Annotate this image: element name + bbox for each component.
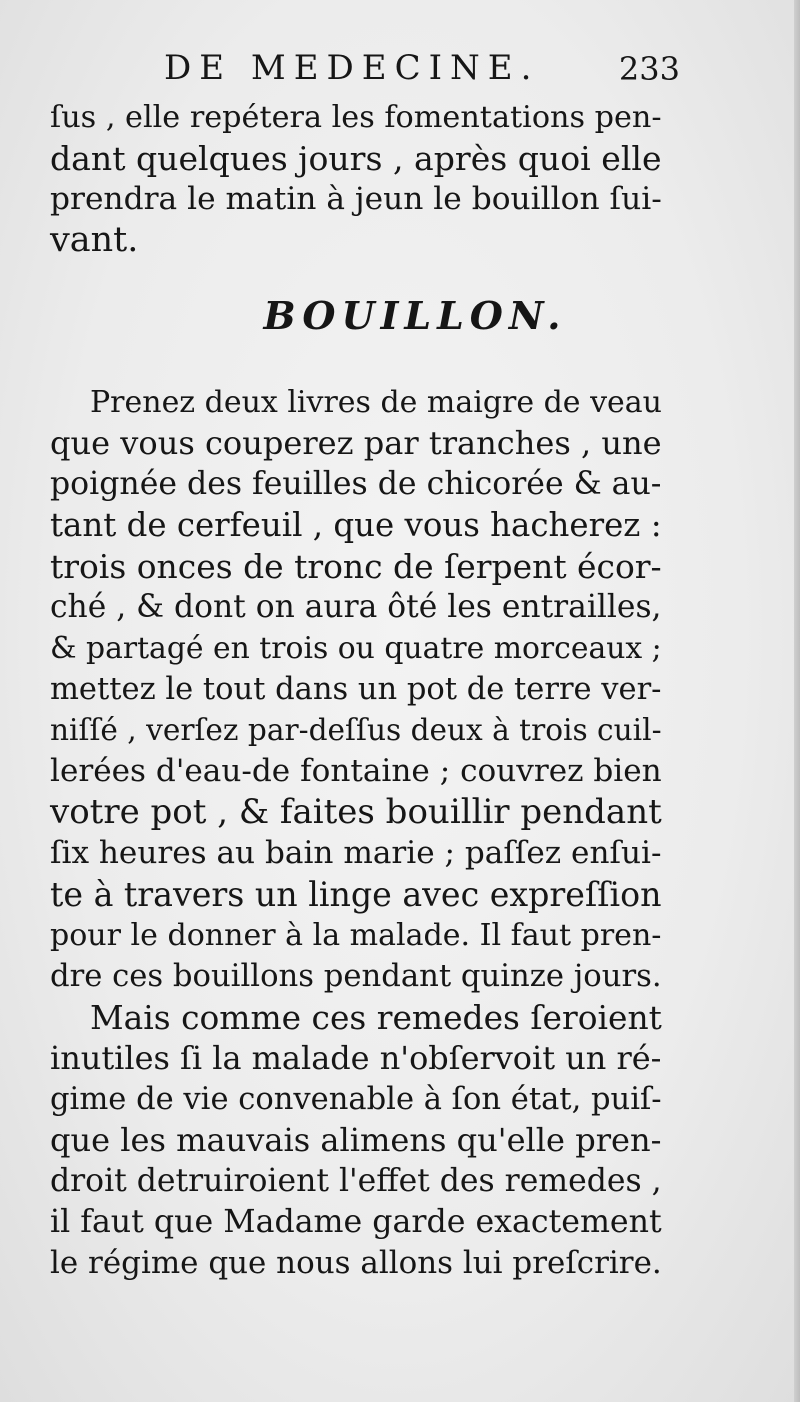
text-line: le régime que nous allons lui preſcrire. xyxy=(50,1245,662,1281)
text-line: Mais comme ces remedes ſeroient xyxy=(90,998,662,1037)
text-line: Prenez deux livres de maigre de veau xyxy=(90,385,662,420)
text-line: prendra le matin à jeun le bouillon ſui- xyxy=(50,181,662,217)
paragraph-continuation xyxy=(50,97,668,261)
text-line: votre pot , & faites bouillir pendant xyxy=(50,792,662,832)
running-head: DE MEDECINE. xyxy=(164,48,540,88)
page-edge-shadow xyxy=(794,0,800,1402)
text-line: inutiles ſi la malade n'obſervoit un ré- xyxy=(50,1039,662,1077)
text-line: ſus , elle repétera les fomentations pen- xyxy=(50,100,662,135)
page-number: 233 xyxy=(618,50,680,88)
text-line: gime de vie convenable à ſon état, puiſ- xyxy=(50,1082,662,1117)
page-header xyxy=(150,42,680,92)
text-line: te à travers un linge avec expreſſion xyxy=(50,875,662,914)
text-line: que vous couperez par tranches , une xyxy=(50,424,662,462)
text-line: ché , & dont on aura ôté les entrailles, xyxy=(50,589,662,625)
text-line: niſſé , verſez par-deſſus deux à trois cuil- xyxy=(50,713,662,747)
text-line: que les mauvais alimens qu'elle pren- xyxy=(50,1121,662,1159)
recipe-text xyxy=(50,382,668,1284)
text-line: trois onces de tronc de ſerpent écor- xyxy=(50,547,662,586)
text-line: ſix heures au bain marie ; paſſez enſui- xyxy=(50,835,662,871)
text-line: lerées d'eau-de fontaine ; couvrez bien xyxy=(50,753,662,789)
text-line: dant quelques jours , après quoi elle xyxy=(50,139,662,178)
text-line: vant. xyxy=(50,220,139,260)
text-line: il faut que Madame garde exactement xyxy=(50,1204,662,1240)
text-line: droit detruiroient l'effet des remedes , xyxy=(50,1163,662,1199)
text-line: dre ces bouillons pendant quinze jours. xyxy=(50,959,662,994)
section-heading: BOUILLON. xyxy=(263,293,567,338)
text-line: tant de cerfeuil , que vous hacherez : xyxy=(50,506,662,544)
text-line: & partagé en trois ou quatre morceaux ; xyxy=(50,631,662,666)
text-line: poignée des feuilles de chicorée & au- xyxy=(50,466,662,502)
text-line: pour le donner à la malade. Il faut pren- xyxy=(50,918,662,953)
text-line: mettez le tout dans un pot de terre ver- xyxy=(50,672,662,707)
